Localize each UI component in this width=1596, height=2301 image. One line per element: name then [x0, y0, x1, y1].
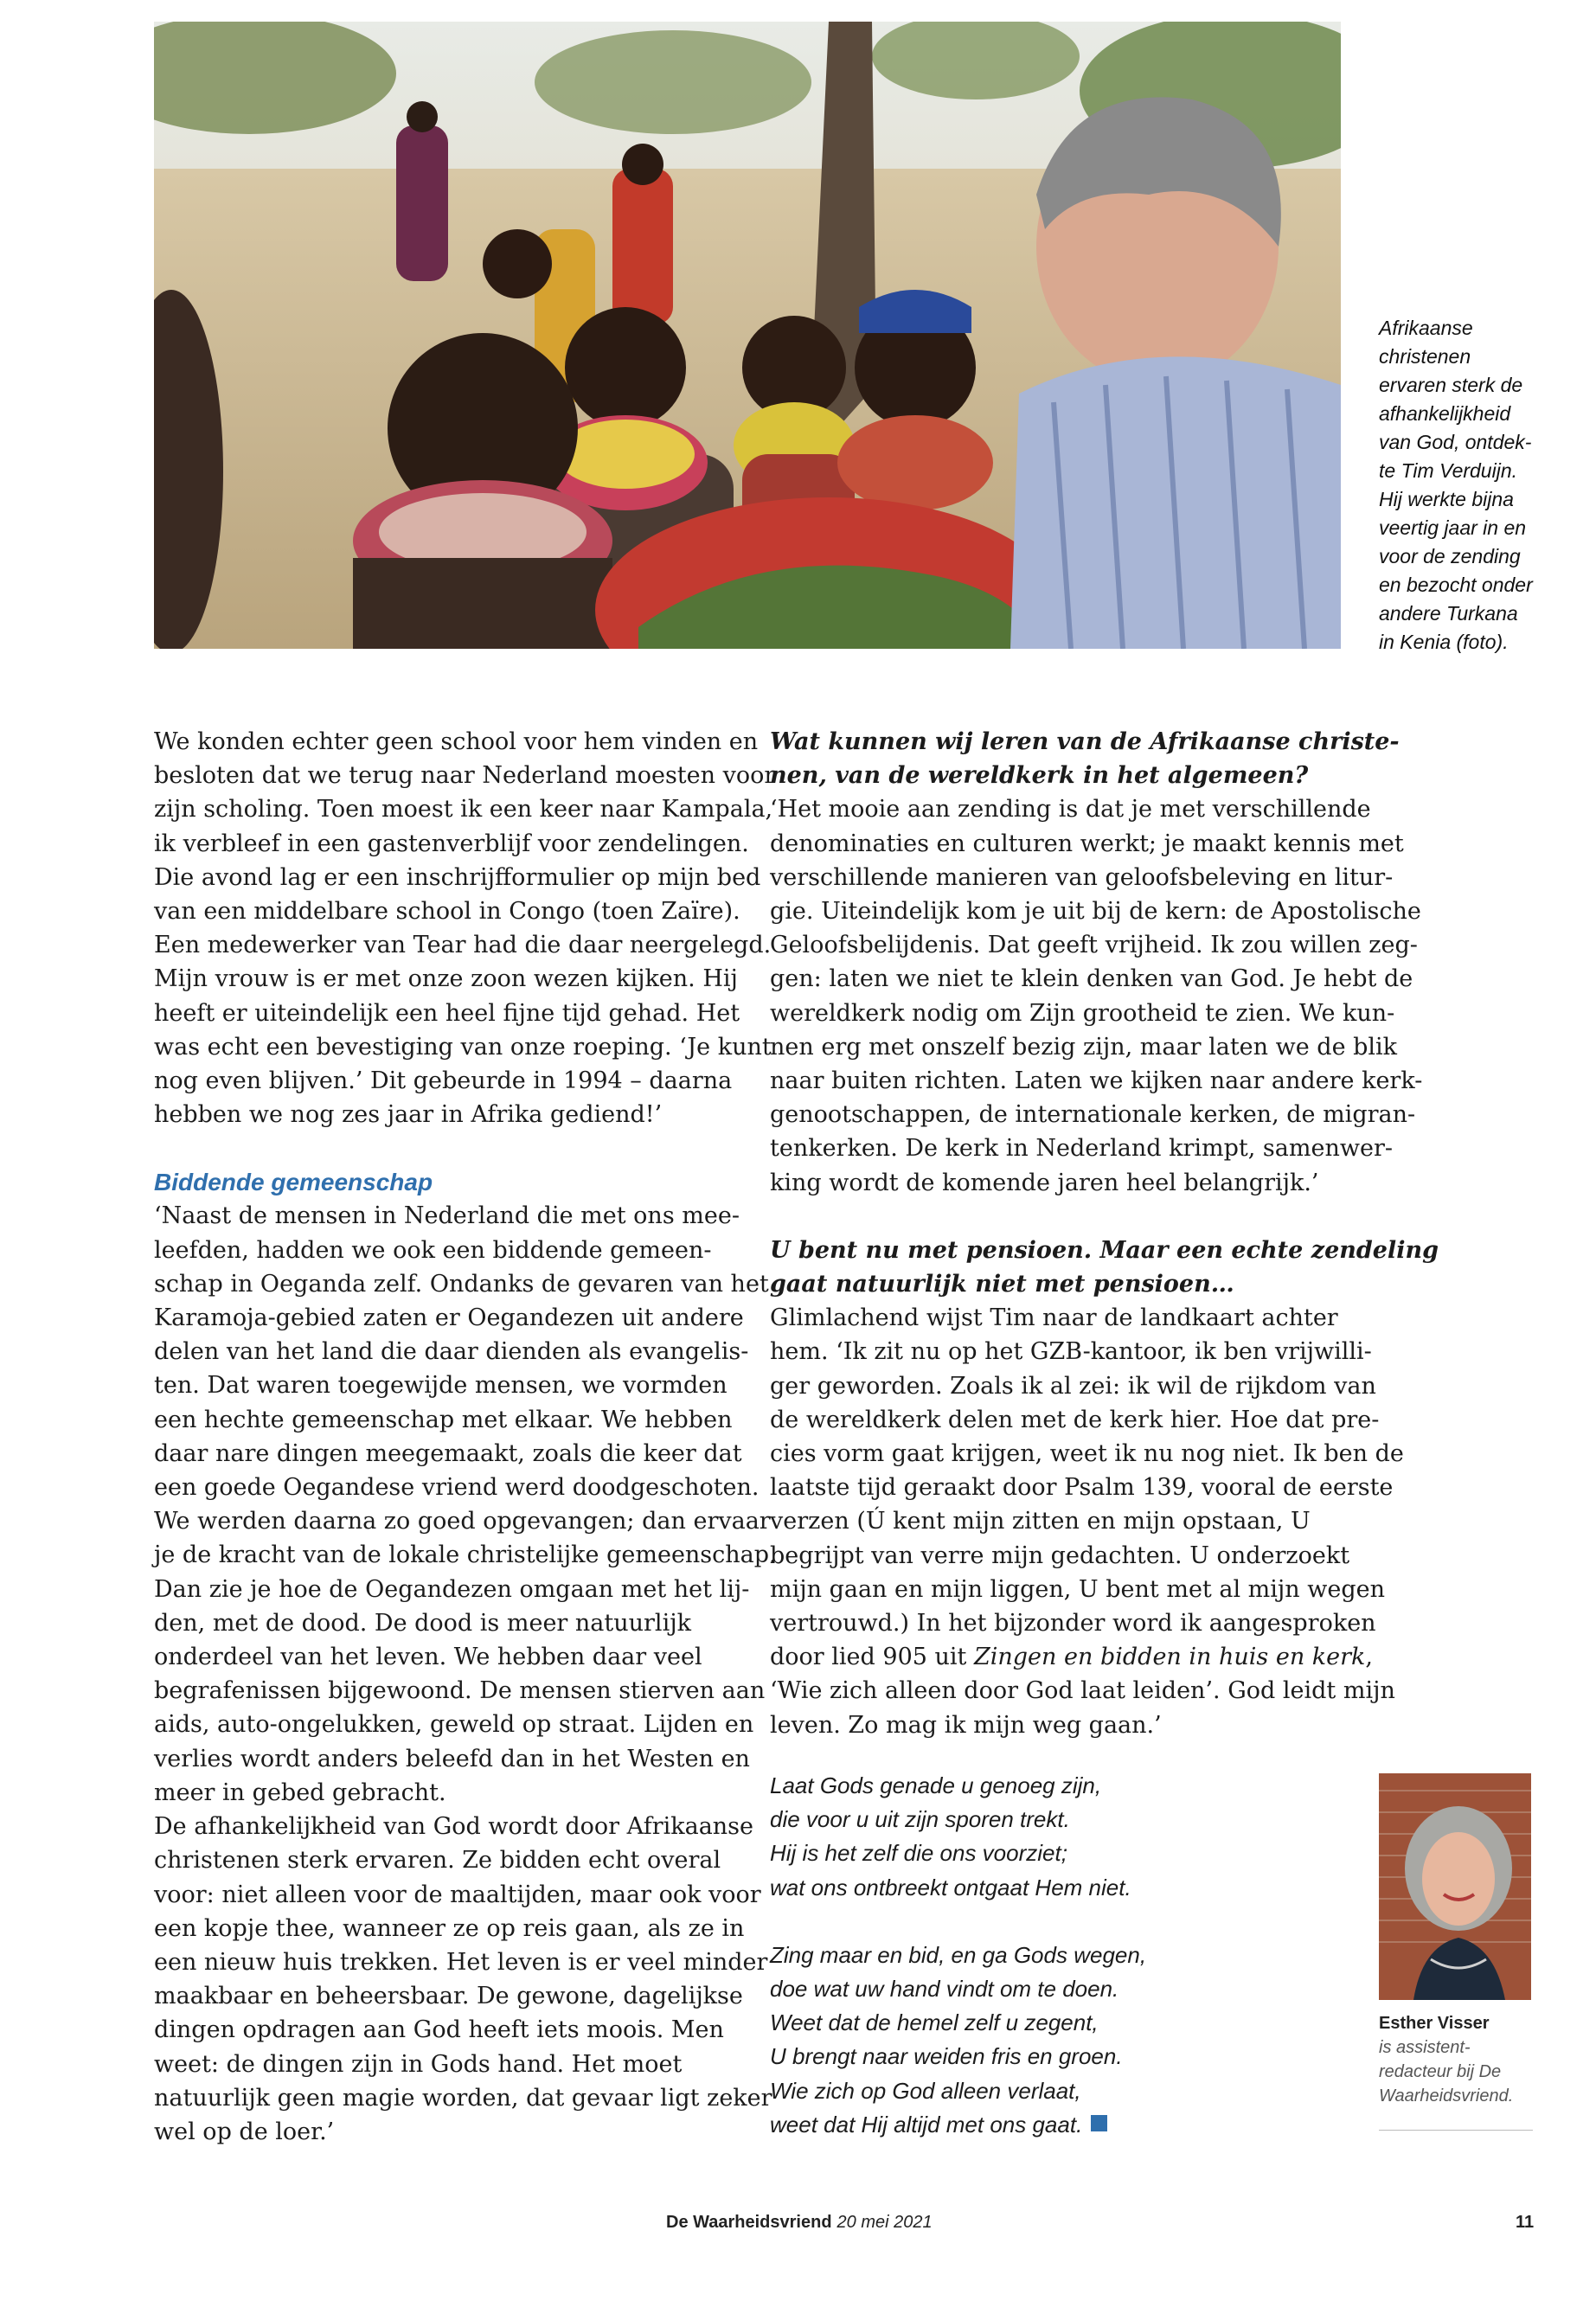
hymn-quote — [770, 1769, 1349, 2142]
text-line: onderdeel van het leven. We hebben daar veel — [154, 1644, 702, 1671]
text-line: Geloofsbelijdenis. Dat geeft vrijheid. Ik zou willen zeg- — [770, 932, 1418, 959]
text-line: maakbaar en beheersbaar. De gewone, dagelijkse — [154, 1983, 743, 2010]
text-line: Die avond lag er een inschrijfformulier op mijn bed — [154, 863, 761, 891]
text-line: een kopje thee, wanneer ze op reis gaan, als ze in — [154, 1914, 745, 1942]
footer-publication — [666, 2213, 933, 2233]
left-column — [154, 725, 777, 2149]
text-line: heeft er uiteindelijk een heel fijne tijd gehad. Het — [154, 999, 740, 1027]
text-line: verschillende manieren van geloofsbeleving en litur- — [770, 863, 1394, 891]
text-line: begrijpt van verre mijn gedachten. U onderzoekt — [770, 1541, 1350, 1569]
caption-line: voor de zending — [1379, 545, 1521, 567]
text-line: We werden daarna zo goed opgevangen; dan ervaar — [154, 1508, 771, 1535]
hymnbook-title: Zingen en bidden in huis en kerk — [973, 1644, 1366, 1671]
text-line: christenen sterk ervaren. Ze bidden echt overal — [154, 1847, 721, 1875]
section-subheading: Biddende gemeenschap — [154, 1169, 433, 1196]
poem-line: Wie zich op God alleen verlaat, — [770, 2077, 1081, 2104]
caption-line: van God, ontdek- — [1379, 431, 1532, 453]
paragraph-intro — [154, 725, 776, 1131]
answer-worldchurch — [770, 792, 1423, 1199]
text-line: ten. Dat waren toegewijde mensen, we vormden — [154, 1372, 727, 1400]
text-line: je de kracht van de lokale christelijke gemeenschap. — [154, 1541, 777, 1569]
text-line: een hechte gemeenschap met elkaar. We hebben — [154, 1406, 733, 1433]
author-role-line: is assistent- — [1379, 2038, 1471, 2057]
caption-line: andere Turkana — [1379, 602, 1518, 625]
text-line: ‘Het mooie aan zending is dat je met verschillende — [770, 796, 1371, 824]
text-line: ger geworden. Zoals ik al zei: ik wil de rijkdom van — [770, 1372, 1376, 1400]
text-line: tenkerken. De kerk in Nederland krimpt, samenwer- — [770, 1135, 1393, 1163]
text-line: wel op de loer.’ — [154, 2118, 335, 2145]
caption-line: Afrikaanse — [1379, 317, 1473, 339]
interview-question: nen, van de wereldkerk in het algemeen? — [770, 762, 1309, 790]
poem-line: wat ons ontbreekt ontgaat Hem niet. — [770, 1874, 1131, 1900]
interview-question: gaat natuurlijk niet met pensioen… — [770, 1271, 1234, 1298]
page-number: 11 — [1516, 2213, 1535, 2232]
poem-line — [770, 2108, 1349, 2142]
poem-line: Hij is het zelf die ons voorziet; — [770, 1840, 1067, 1867]
text-line: was echt een bevestiging van onze roeping. ‘Je kunt — [154, 1033, 772, 1061]
text-line: delen van het land die daar dienden als evangelis- — [154, 1338, 749, 1366]
text-line: hem. ‘Ik zit nu op het GZB-kantoor, ik ben vrijwilli- — [770, 1338, 1372, 1366]
caption-line: in Kenia (foto). — [1379, 631, 1509, 653]
text-line: zijn scholing. Toen moest ik een keer naar Kampala, — [154, 796, 773, 824]
text-line: hebben we nog zes jaar in Afrika gediend!’ — [154, 1101, 663, 1129]
caption-line: ervaren sterk de — [1379, 374, 1523, 396]
photo-caption — [1379, 314, 1552, 657]
text-line: laatste tijd geraakt door Psalm 139, vooral de eerste — [770, 1474, 1394, 1502]
interview-question: U bent nu met pensioen. Maar een echte zendeling — [770, 1236, 1439, 1264]
text-line: We konden echter geen school voor hem vinden en — [154, 728, 759, 755]
poem-line: Weet dat de hemel zelf u zegent, — [770, 2009, 1099, 2036]
text-line: daar nare dingen meegemaakt, zoals die keer dat — [154, 1439, 742, 1467]
author-portrait-illustration — [1379, 1773, 1531, 2000]
author-role-line: redacteur bij De — [1379, 2062, 1502, 2081]
text-line: leven. Zo mag ik mijn weg gaan.’ — [770, 1711, 1162, 1739]
text-line: cies vorm gaat krijgen, weet ik nu nog niet. Ik ben de — [770, 1440, 1404, 1468]
article-photo-illustration — [154, 22, 1341, 649]
text-line: nen erg met onszelf bezig zijn, maar laten we de blik — [770, 1033, 1398, 1061]
caption-line: veertig jaar in en — [1379, 516, 1527, 539]
text-line: Mijn vrouw is er met onze zoon wezen kijken. Hij — [154, 965, 738, 993]
text-line: mijn gaan en mijn liggen, U bent met al mijn wegen — [770, 1575, 1386, 1603]
issue-date: 20 mei 2021 — [836, 2213, 933, 2232]
poem-line-text: weet dat Hij altijd met ons gaat. — [770, 2111, 1083, 2138]
caption-line: afhankelijkheid — [1379, 402, 1511, 425]
text-line: begrafenissen bijgewoond. De mensen stierven aan — [154, 1677, 766, 1705]
text-line: verzen (Ú kent mijn zitten en mijn opstaan, U — [770, 1508, 1311, 1535]
end-of-article-square-icon — [1091, 2115, 1107, 2131]
text-line: weet: de dingen zijn in Gods hand. Het moet — [154, 2050, 683, 2078]
text-line: nog even blijven.’ Dit gebeurde in 1994 – daarna — [154, 1067, 733, 1095]
text-line: wereldkerk nodig om Zijn grootheid te zien. We kun- — [770, 999, 1395, 1027]
text-line: ‘Wie zich alleen door God laat leiden’. God leidt mijn — [770, 1677, 1395, 1705]
text-line: natuurlijk geen magie worden, dat gevaar ligt zeker — [154, 2084, 772, 2112]
text-line: besloten dat we terug naar Nederland moesten voor — [154, 762, 776, 790]
text-line: voor: niet alleen voor de maaltijden, maar ook voor — [154, 1881, 761, 1908]
text-line: verlies wordt anders beleefd dan in het Westen en — [154, 1745, 750, 1772]
text-line: aids, auto-ongelukken, geweld op straat. Lijden en — [154, 1711, 754, 1739]
magazine-name: De Waarheidsvriend — [666, 2213, 832, 2232]
text-line: ik verbleef in een gastenverblijf voor zendelingen. — [154, 830, 749, 857]
text-line: een nieuw huis trekken. Het leven is er veel minder — [154, 1948, 768, 1976]
caption-line: te Tim Verduijn. — [1379, 459, 1518, 482]
spacer — [770, 1200, 1349, 1234]
text-run: door lied 905 uit — [770, 1644, 974, 1671]
answer-retirement — [770, 1301, 1404, 1742]
article-photo — [154, 22, 1341, 649]
text-line: Karamoja-gebied zaten er Oegandezen uit andere — [154, 1304, 744, 1332]
author-name: Esther Visser — [1379, 2014, 1490, 2033]
text-line: gie. Uiteindelijk kom je uit bij de kern: de Apostolische — [770, 898, 1421, 926]
text-line: king wordt de komende jaren heel belangrijk.’ — [770, 1169, 1319, 1196]
caption-line: en bezocht onder — [1379, 574, 1533, 596]
interview-question: Wat kunnen wij leren van de Afrikaanse christe- — [770, 728, 1400, 755]
text-line — [770, 1640, 1373, 1674]
author-portrait — [1379, 1773, 1531, 2000]
text-line: naar buiten richten. Laten we kijken naar andere kerk- — [770, 1067, 1423, 1095]
spacer — [770, 1905, 1349, 1939]
text-line: Een medewerker van Tear had die daar neergelegd. — [154, 932, 772, 959]
text-line: schap in Oeganda zelf. Ondanks de gevaren van het — [154, 1270, 769, 1298]
spacer — [154, 1131, 725, 1165]
text-line: De afhankelijkheid van God wordt door Afrikaanse — [154, 1813, 754, 1841]
poem-line: doe wat uw hand vindt om te doen. — [770, 1976, 1119, 2003]
text-line: leefden, hadden we ook een biddende gemeen- — [154, 1236, 712, 1264]
caption-line: Hij werkte bijna — [1379, 488, 1514, 510]
right-column — [770, 725, 1439, 1742]
divider — [1379, 2130, 1533, 2131]
text-line: denominaties en culturen werkt; je maakt kennis met — [770, 830, 1404, 857]
text-line: ‘Naast de mensen in Nederland die met ons mee- — [154, 1202, 740, 1230]
poem-line: Laat Gods genade u genoeg zijn, — [770, 1772, 1102, 1798]
text-line: de wereldkerk delen met de kerk hier. Hoe dat pre- — [770, 1406, 1380, 1433]
text-line: gen: laten we niet te klein denken van God. Je hebt de — [770, 965, 1413, 993]
poem-line: U brengt naar weiden fris en groen. — [770, 2043, 1123, 2070]
author-info — [1379, 2011, 1535, 2108]
text-line: genootschappen, de internationale kerken, de migran- — [770, 1101, 1416, 1129]
text-run: , — [1365, 1644, 1373, 1671]
text-line: een goede Oegandese vriend werd doodgeschoten. — [154, 1474, 760, 1502]
poem-line: Zing maar en bid, en ga Gods wegen, — [770, 1941, 1147, 1968]
text-line: Glimlachend wijst Tim naar de landkaart achter — [770, 1304, 1338, 1332]
text-line: dingen opdragen aan God heeft iets moois. Men — [154, 2016, 724, 2044]
text-line: den, met de dood. De dood is meer natuurlijk — [154, 1609, 691, 1637]
text-line: vertrouwd.) In het bijzonder word ik aangesproken — [770, 1610, 1376, 1638]
author-role-line: Waarheidsvriend. — [1379, 2086, 1514, 2106]
paragraph-community — [154, 1199, 777, 2149]
text-line: Dan zie je hoe de Oegandezen omgaan met het lij- — [154, 1575, 750, 1603]
poem-line: die voor u uit zijn sporen trekt. — [770, 1806, 1070, 1833]
text-line: meer in gebed gebracht. — [154, 1779, 446, 1806]
text-line: van een middelbare school in Congo (toen Zaïre). — [154, 898, 740, 926]
caption-line: christenen — [1379, 345, 1471, 368]
